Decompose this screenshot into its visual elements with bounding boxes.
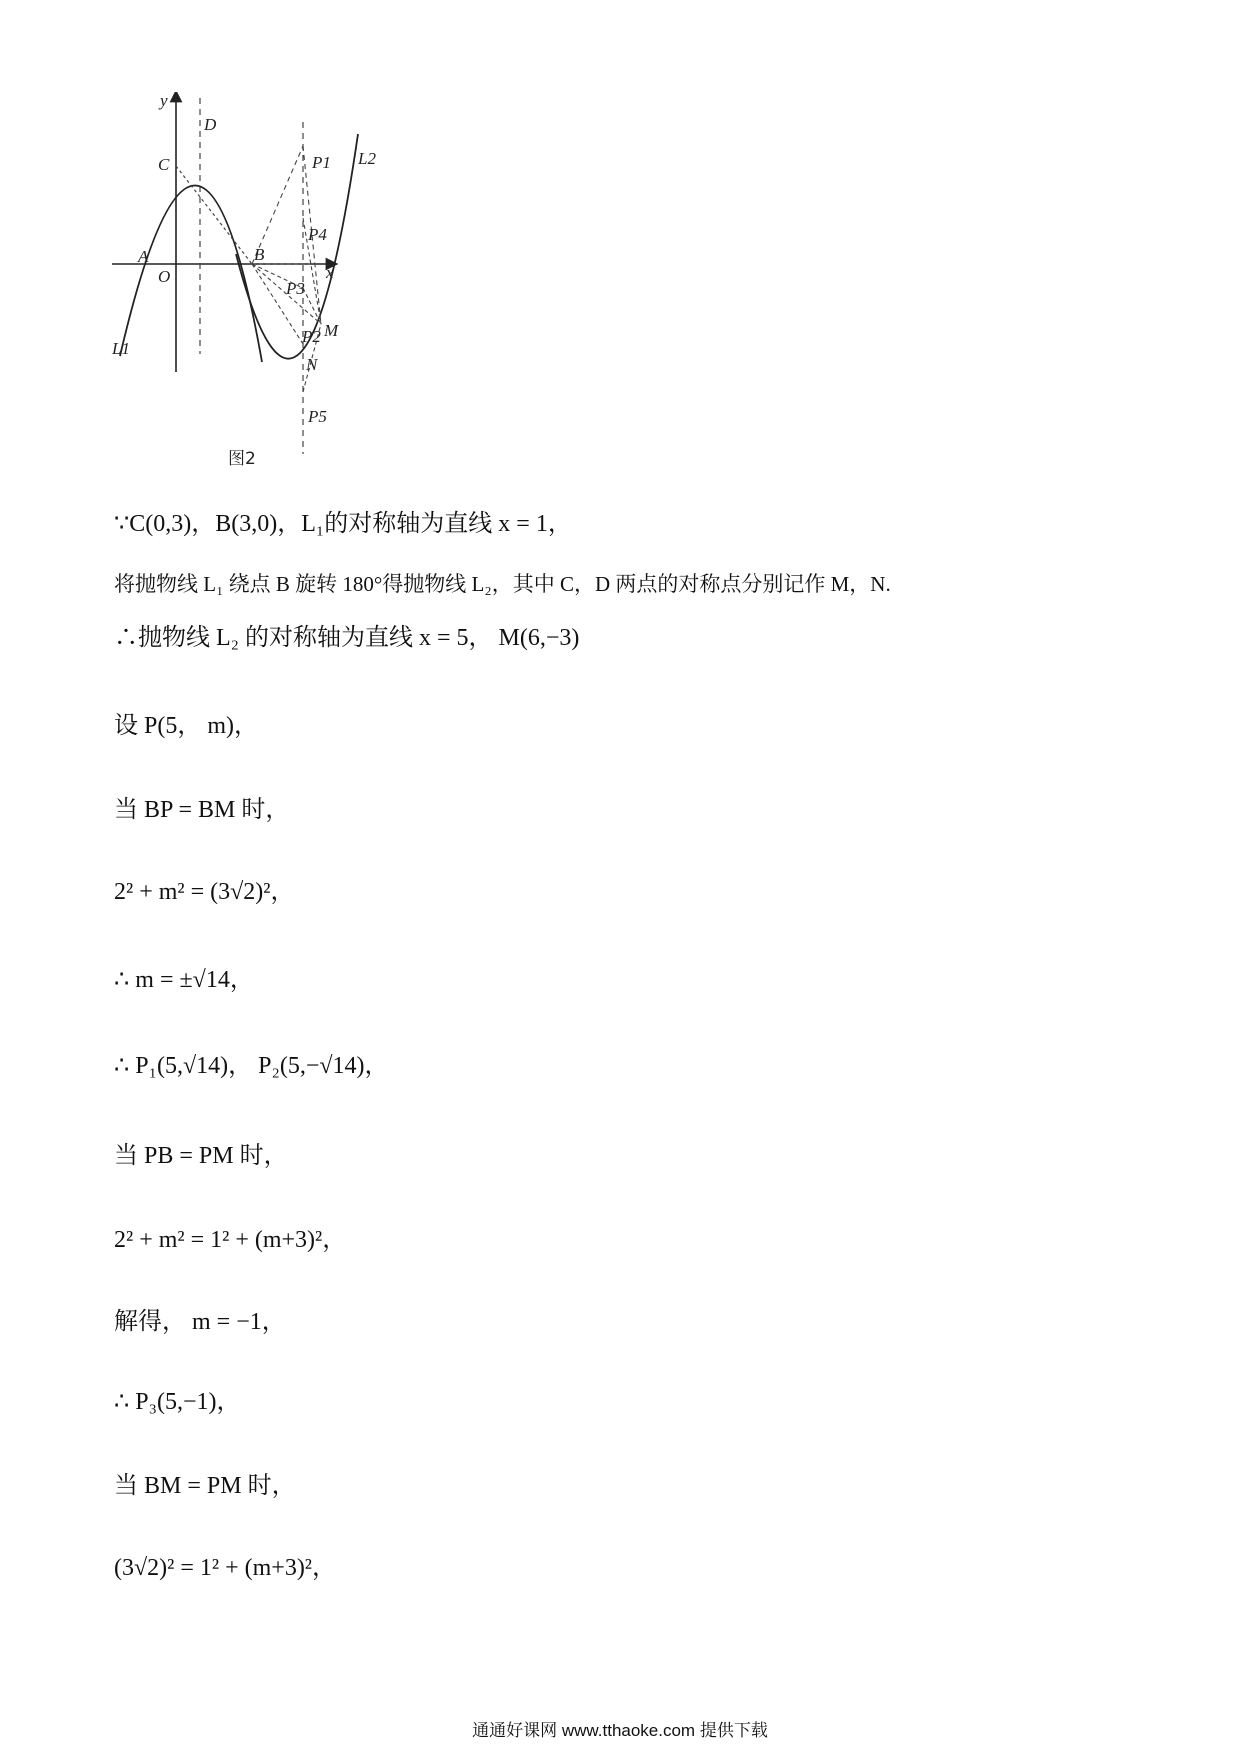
text-line-6: 2² + m² = (3√2)²， [114,879,295,905]
footer-watermark: 通通好课网 www.tthaoke.com 提供下载 [472,1721,768,1740]
segment-bc [176,166,252,264]
text-line-8: ∴ P₁(5,√14)， P₂(5,−√14)， [114,1053,389,1079]
label-m: M [324,321,339,340]
label-p5: P5 [308,407,327,426]
label-x: x [326,263,334,282]
label-p2: P2 [302,327,321,346]
label-p4: P4 [308,225,327,244]
text-line-5: 当 BP = BM 时， [114,797,290,823]
text-line-10: 2² + m² = 1² + (m+3)²， [114,1227,347,1253]
text-line-13: 当 BM = PM 时， [114,1473,296,1499]
text-line-3: ∴抛物线 L₂ 的对称轴为直线 x = 5， M(6,−3) [114,625,580,651]
label-p1: P1 [312,153,331,172]
text-line-14: (3√2)² = 1² + (m+3)²， [114,1555,336,1581]
text-line-1: ∵C(0,3)，B(3,0)，L₁的对称轴为直线 x = 1， [114,511,572,537]
text-line-7: ∴ m = ±√14， [114,967,254,993]
label-a: A [138,247,149,266]
label-c: C [158,155,170,174]
label-y: y [160,92,168,110]
label-n: N [306,355,318,374]
label-p3: P3 [286,279,305,298]
text-line-4: 设 P(5， m)， [114,713,258,739]
label-o: O [158,267,171,286]
label-b: B [254,245,265,264]
text-line-11: 解得， m = −1， [114,1309,286,1335]
parabola-figure [106,92,396,472]
text-line-12: ∴ P₃(5,−1)， [114,1389,241,1415]
parabola-diagram [106,92,396,472]
figure-caption: 图2 [228,449,256,469]
label-d: D [204,115,217,134]
text-line-2: 将抛物线 L₁ 绕点 B 旋转 180°得抛物线 L₂，其中 C，D 两点的对称点分别记作 M，N. [114,572,891,596]
label-l1: L1 [112,339,130,358]
text-line-9: 当 PB = PM 时， [114,1143,288,1169]
label-l2: L2 [358,149,376,168]
